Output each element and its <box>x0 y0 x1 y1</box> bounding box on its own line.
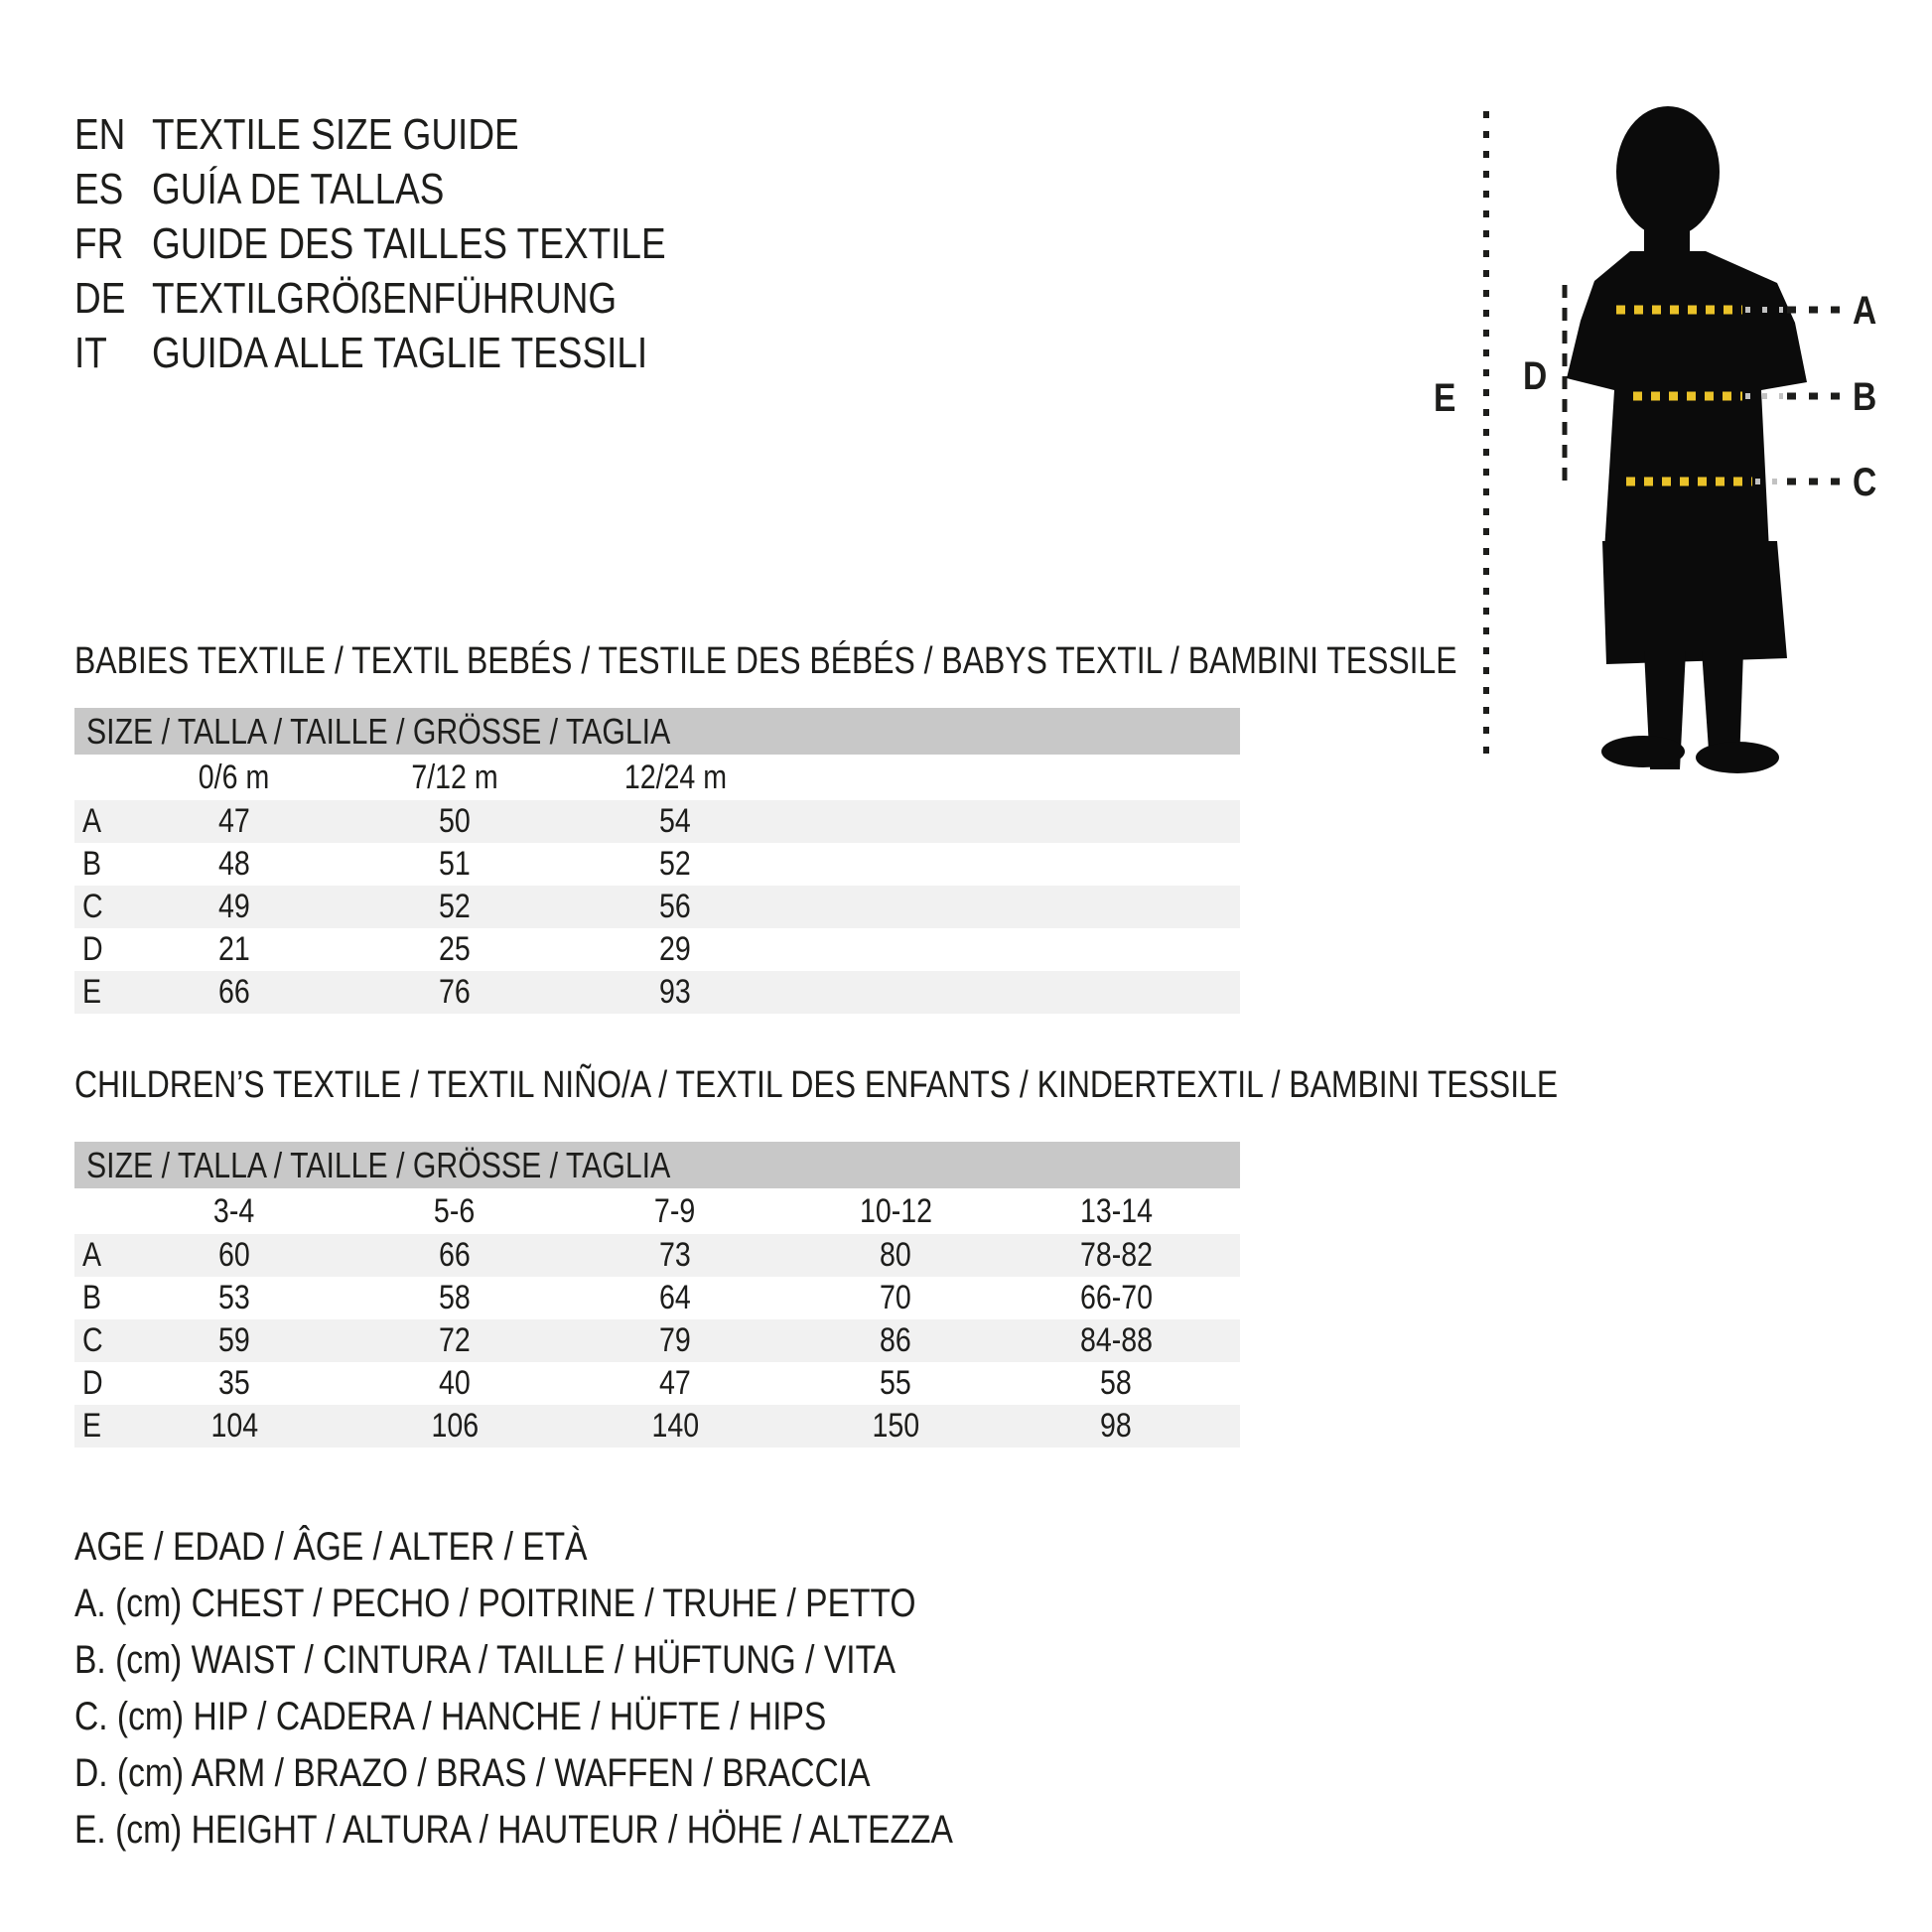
table-row: B 48 51 52 <box>82 845 691 883</box>
measurement-legend <box>74 1519 1120 1859</box>
babies-col-0: 0/6 m <box>199 758 270 796</box>
table-row: E 66 76 93 <box>74 971 1240 1014</box>
lang-code-en: EN <box>74 109 126 159</box>
legend-age: AGE / EDAD / ÂGE / ALTER / ETÀ <box>74 1525 588 1569</box>
hip-label: C <box>1853 460 1876 504</box>
title-fr: GUIDE DES TAILLES TEXTILE <box>152 218 666 268</box>
children-col-1: 5-6 <box>434 1191 476 1230</box>
babies-col-2: 12/24 m <box>623 758 727 796</box>
babies-size-table <box>74 708 1240 1014</box>
lang-row-it <box>74 326 763 380</box>
lang-code-fr: FR <box>74 218 124 268</box>
table-row: C 59 72 79 86 84-88 <box>74 1319 1240 1362</box>
children-col-4: 13-14 <box>1079 1191 1153 1230</box>
lang-code-de: DE <box>74 273 126 323</box>
table-row: C 49 52 56 <box>74 886 1240 928</box>
children-col-0: 3-4 <box>213 1191 255 1230</box>
children-col-2: 7-9 <box>654 1191 696 1230</box>
babies-size-header-bar: SIZE / TALLA / TAILLE / GRÖSSE / TAGLIA <box>74 708 1240 755</box>
babies-column-header-row <box>74 755 1240 800</box>
waist-label: B <box>1853 374 1876 419</box>
lang-code-it: IT <box>74 328 107 377</box>
legend-chest: A. (cm) CHEST / PECHO / POITRINE / TRUHE / PETTO <box>74 1582 916 1625</box>
lang-row-de <box>74 271 763 326</box>
babies-section-heading: BABIES TEXTILE / TEXTIL BEBÉS / TESTILE DES BÉBÉS / BABYS TEXTIL / BAMBINI TESSILE <box>74 640 1457 682</box>
lang-row-en <box>74 107 763 162</box>
table-row: D 21 25 29 <box>82 930 691 968</box>
title-es: GUÍA DE TALLAS <box>152 164 445 213</box>
title-de: TEXTILGRÖßENFÜHRUNG <box>152 273 618 323</box>
language-title-block <box>74 107 763 380</box>
table-row: B 53 58 64 70 66-70 <box>82 1279 1153 1316</box>
lang-row-fr <box>74 216 763 271</box>
legend-hip: C. (cm) HIP / CADERA / HANCHE / HÜFTE / HIPS <box>74 1695 827 1738</box>
lang-row-es <box>74 162 763 216</box>
children-size-table <box>74 1142 1240 1448</box>
children-section-heading: CHILDREN’S TEXTILE / TEXTIL NIÑO/A / TEXTIL DES ENFANTS / KINDERTEXTIL / BAMBINI TESSILE <box>74 1064 1559 1106</box>
table-row: E 104 106 140 150 98 <box>74 1405 1240 1448</box>
lang-code-es: ES <box>74 164 124 213</box>
children-column-header-row <box>74 1188 1240 1234</box>
chest-label: A <box>1853 288 1876 333</box>
legend-waist: B. (cm) WAIST / CINTURA / TAILLE / HÜFTUNG / VITA <box>74 1638 897 1682</box>
table-row: A 47 50 54 <box>74 800 1240 843</box>
legend-height: E. (cm) HEIGHT / ALTURA / HAUTEUR / HÖHE / ALTEZZA <box>74 1808 953 1852</box>
children-col-3: 10-12 <box>859 1191 932 1230</box>
title-it: GUIDA ALLE TAGLIE TESSILI <box>152 328 648 377</box>
babies-col-1: 7/12 m <box>411 758 498 796</box>
children-size-header-bar: SIZE / TALLA / TAILLE / GRÖSSE / TAGLIA <box>74 1142 1240 1188</box>
table-row: A 60 66 73 80 78-82 <box>74 1234 1240 1277</box>
table-row: D 35 40 47 55 58 <box>82 1364 1132 1402</box>
arm-label: D <box>1523 353 1548 398</box>
title-en: TEXTILE SIZE GUIDE <box>152 109 519 159</box>
legend-arm: D. (cm) ARM / BRAZO / BRAS / WAFFEN / BRACCIA <box>74 1751 871 1795</box>
height-label: E <box>1434 375 1456 420</box>
